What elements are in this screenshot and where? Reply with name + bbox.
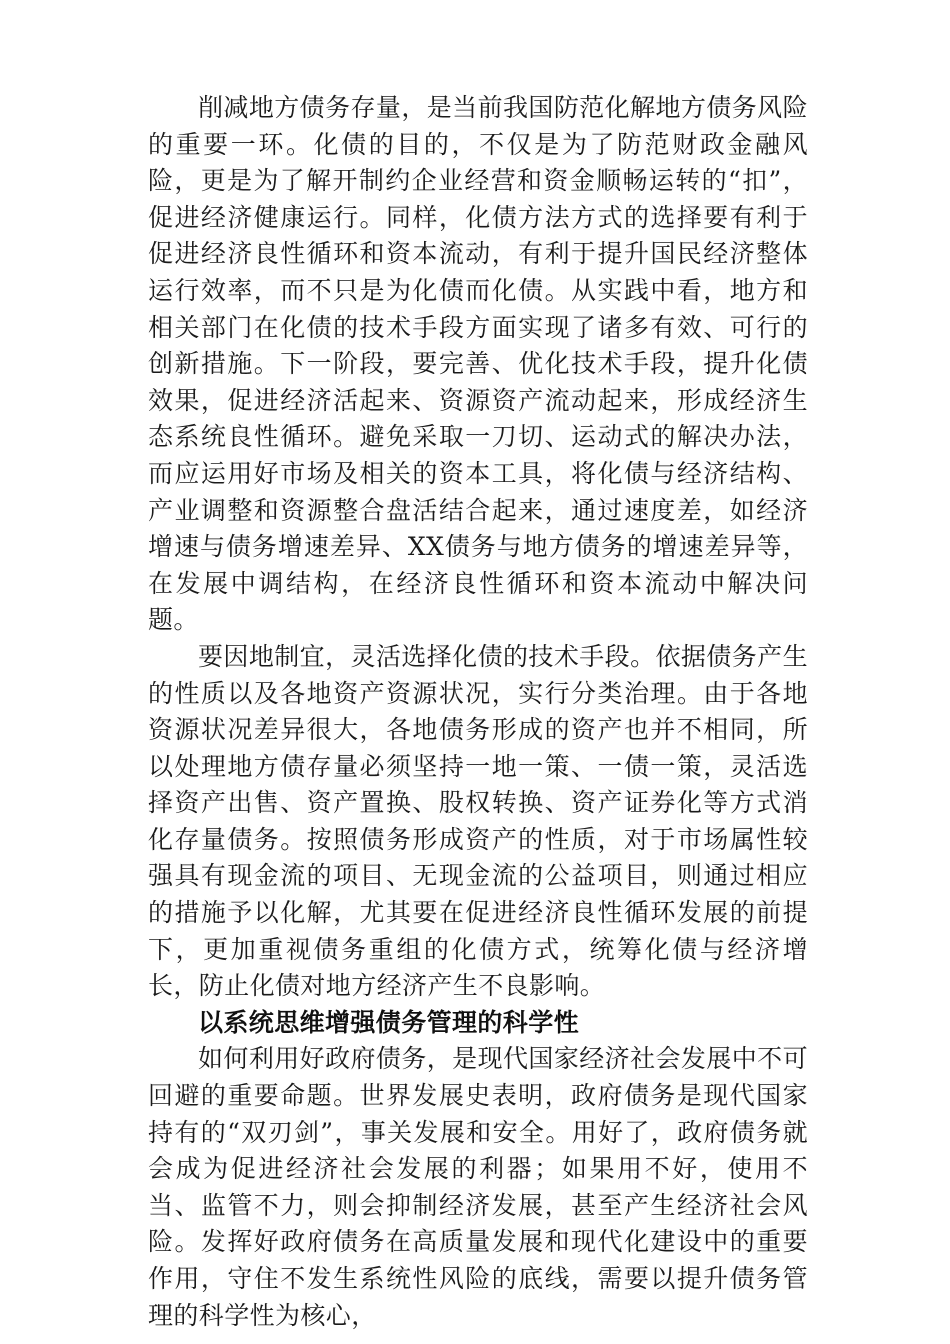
paragraph-local-conditions: 要因地制宜，灵活选择化债的技术手段。依据债务产生的性质以及各地资产资源状况，实行分类治理。由于各地资源状况差异很大，各地债务形成的资产也并不相同，所以处理地方债存量必须坚持一地一策、一债一策，灵活选择资产出售、资产置换、股权转换、资产证券化等方式消化存量债务。按照债务形成资产的性质，对于市场属性较强具有现金流的项目、无现金流的公益项目，则通过相应的措施予以化解，尤其要在促进经济良性循环发展的前提下，更加重视债务重组的化债方式，统筹化债与经济增长，防止化债对地方经济产生不良影响。 (148, 641, 808, 1001)
section-heading: 以系统思维增强债务管理的科学性 (198, 1007, 580, 1037)
paragraph-government-debt: 如何利用好政府债务，是现代国家经济社会发展中不可回避的重要命题。世界发展史表明，政府债务是现代国家持有的“双刃剑”，事关发展和安全。用好了，政府债务就会成为促进经济社会发展的利器；如果用不好，使用不当、监管不力，则会抑制经济发展，甚至产生经济社会风险。发挥好政府债务在高质量发展和现代化建设中的重要作用，守住不发生系统性风险的底线，需要以提升债务管理的科学性为核心， (148, 1044, 808, 1330)
document-body (148, 90, 808, 1334)
paragraph-debt-reduction: 削减地方债务存量，是当前我国防范化解地方债务风险的重要一环。化债的目的，不仅是为了防范财政金融风险，更是为了解开制约企业经营和资金顺畅运转的“扣”，促进经济健康运行。同样，化债方法方式的选择要有利于促进经济良性循环和资本流动，有利于提升国民经济整体运行效率，而不只是为化债而化债。从实践中看，地方和相关部门在化债的技术手段方面实现了诸多有效、可行的创新措施。下一阶段，要完善、优化技术手段，提升化债效果，促进经济活起来、资源资产流动起来，形成经济生态系统良性循环。避免采取一刀切、运动式的解决办法，而应运用好市场及相关的资本工具，将化债与经济结构、产业调整和资源整合盘活结合起来，通过速度差，如经济增速与债务增速差异、XX债务与地方债务的增速差异等，在发展中调结构，在经济良性循环和资本流动中解决问题。 (148, 93, 808, 635)
